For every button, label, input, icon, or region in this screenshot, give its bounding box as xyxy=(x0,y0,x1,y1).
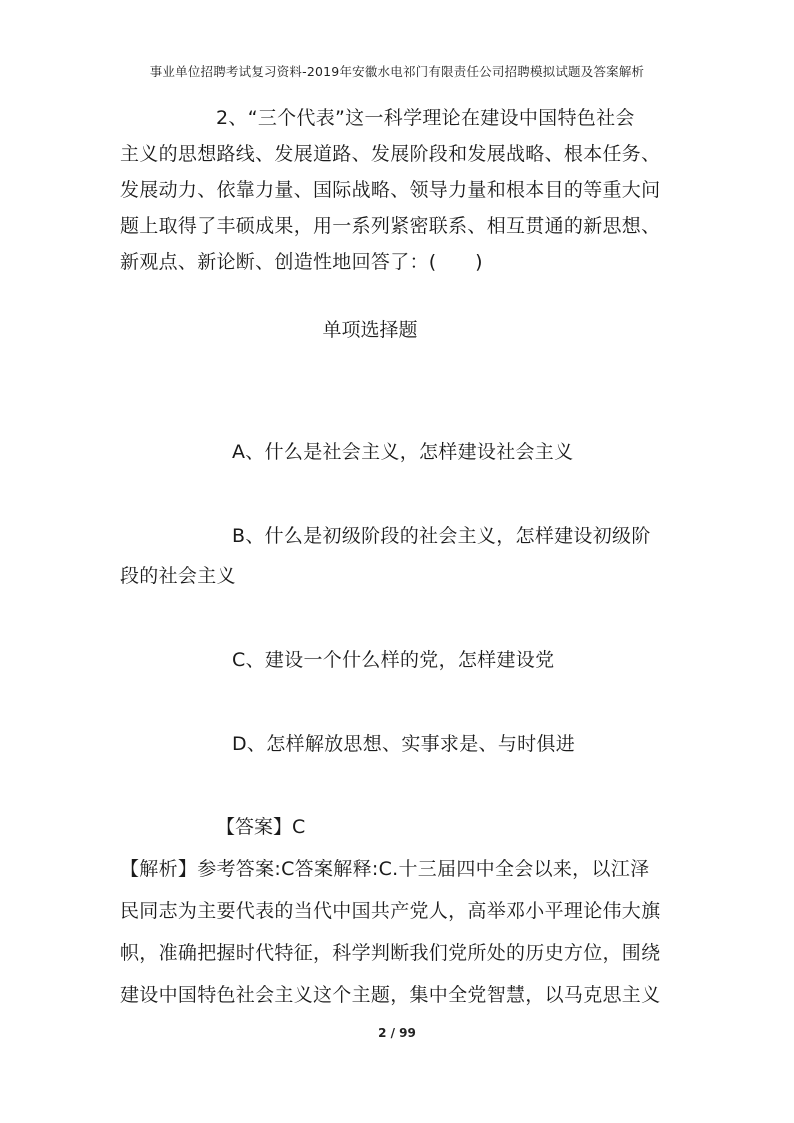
option-c-line: C、建设一个什么样的党，怎样建设党 xyxy=(232,649,555,671)
option-b-line: 段的社会主义 xyxy=(120,565,236,587)
analysis-block xyxy=(120,848,680,1016)
page-number: 2 / 99 xyxy=(378,1026,416,1040)
option-d-line: D、怎样解放思想、实事求是、与时俱进 xyxy=(232,733,576,755)
question-stem xyxy=(120,100,680,280)
analysis-line: 【解析】参考答案:C答案解释:C.十三届四中全会以来，以江泽 xyxy=(120,858,650,880)
option-c xyxy=(120,640,680,680)
analysis-line: 建设中国特色社会主义这个主题，集中全党智慧，以马克思主义 xyxy=(120,984,661,1006)
document-header: 事业单位招聘考试复习资料-2019年安徽水电祁门有限责任公司招聘模拟试题及答案解析 xyxy=(149,64,645,79)
question-line: 新观点、新论断、创造性地回答了：( ) xyxy=(120,251,483,273)
question-type-label: 单项选择题 xyxy=(322,319,418,341)
option-a xyxy=(120,432,680,472)
question-line: 主义的思想路线、发展道路、发展阶段和发展战略、根本任务、 xyxy=(120,143,661,165)
analysis-line: 帜，准确把握时代特征，科学判断我们党所处的历史方位，围绕 xyxy=(120,942,661,964)
question-line: 题上取得了丰硕成果，用一系列紧密联系、相互贯通的新思想、 xyxy=(120,215,661,237)
analysis-line: 民同志为主要代表的当代中国共产党人，高举邓小平理论伟大旗 xyxy=(120,900,661,922)
question-line: 2、“三个代表”这一科学理论在建设中国特色社会 xyxy=(216,107,635,129)
option-a-line: A、什么是社会主义，怎样建设社会主义 xyxy=(232,441,574,463)
option-b xyxy=(120,516,680,596)
option-b-line: B、什么是初级阶段的社会主义，怎样建设初级阶 xyxy=(232,525,651,547)
answer-label: 【答案】C xyxy=(216,816,306,838)
option-d xyxy=(120,724,680,764)
question-line: 发展动力、依靠力量、国际战略、领导力量和根本目的等重大问 xyxy=(120,179,661,201)
